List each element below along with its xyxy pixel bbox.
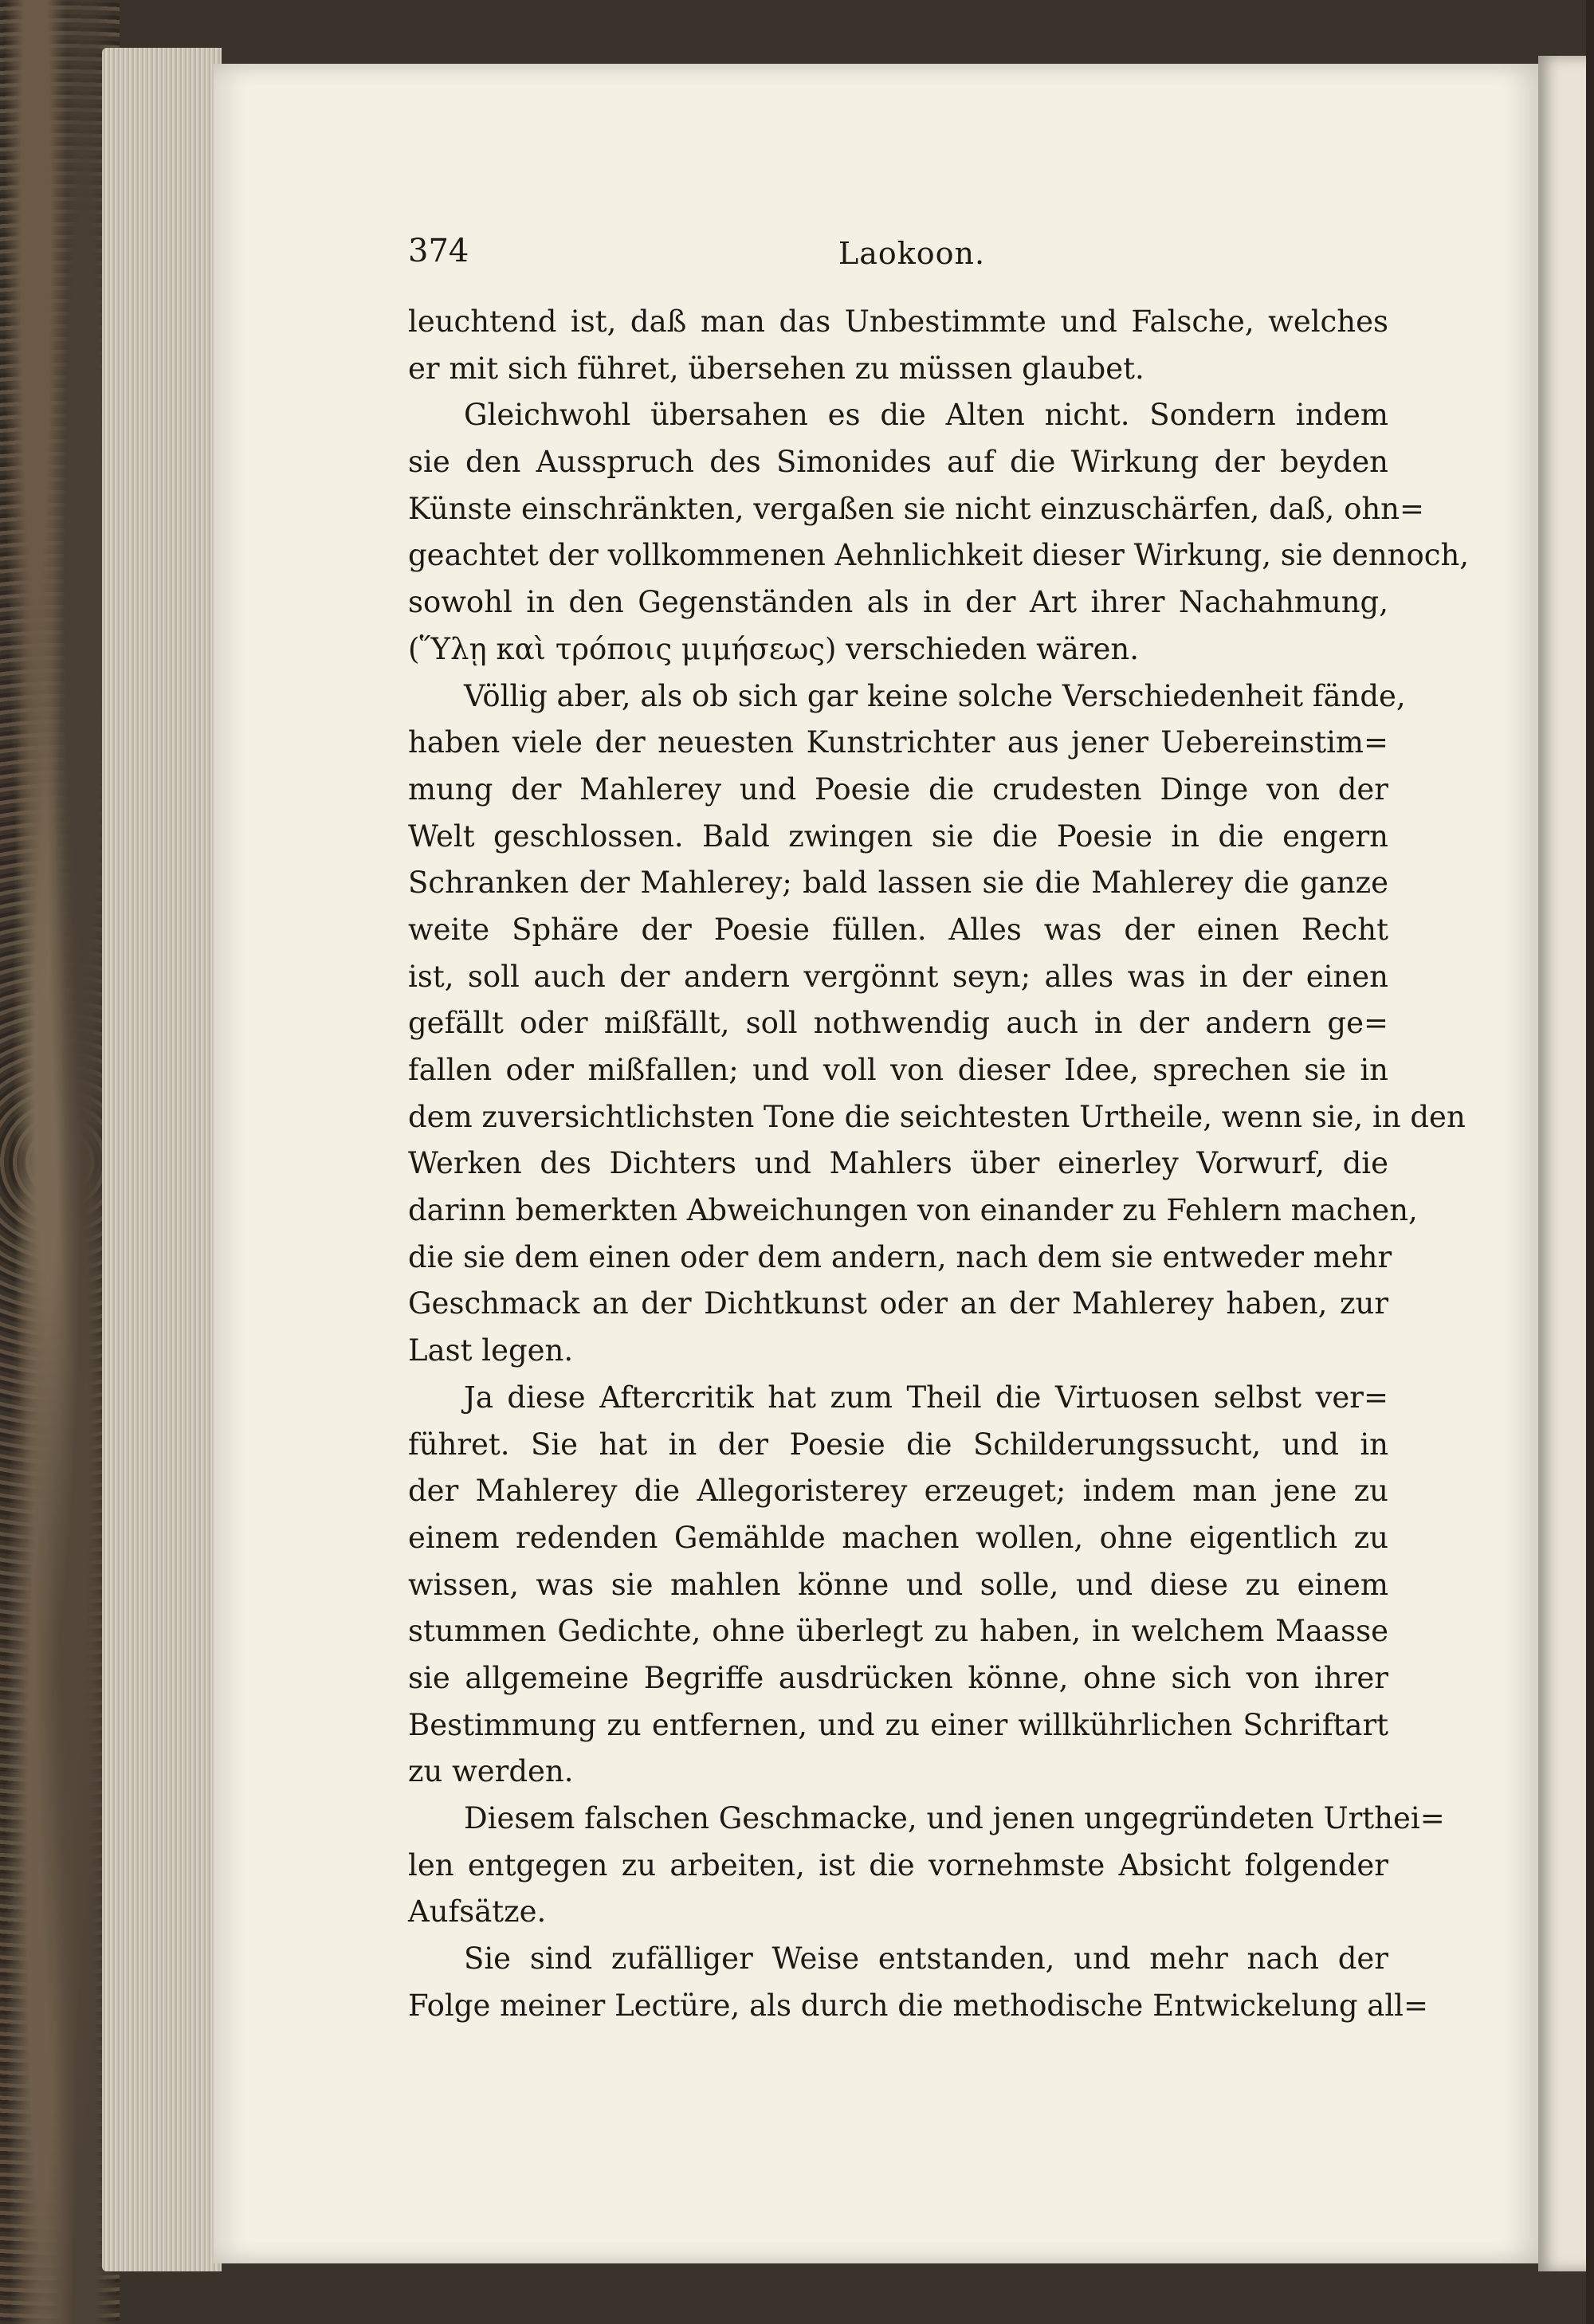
- page-number: 374: [408, 233, 469, 269]
- text-line: Gleichwohl übersahen es die Alten nicht. Sondern indem: [464, 398, 1388, 433]
- text-line: Völlig aber, als ob sich gar keine solche Verschiedenheit fände,: [464, 678, 1406, 713]
- body-text: [408, 299, 1470, 2029]
- text-line: sowohl in den Gegenständen als in der Art ihrer Nachahmung,: [408, 585, 1388, 620]
- text-line: einem redenden Gemählde machen wollen, ohne eigentlich zu: [408, 1520, 1388, 1555]
- text-line: zu werden.: [408, 1754, 574, 1789]
- text-line: Folge meiner Lectüre, als durch die methodische Entwickelung all=: [408, 1988, 1429, 2023]
- text-line: Geschmack an der Dichtkunst oder an der Mahlerey haben, zur: [408, 1286, 1388, 1321]
- text-line: wissen, was sie mahlen könne und solle, und diese zu einem: [408, 1567, 1388, 1602]
- text-line: geachtet der vollkommenen Aehnlichkeit dieser Wirkung, sie dennoch,: [408, 538, 1470, 573]
- text-line: (Ὕλῃ καὶ τρόποις μιμήσεως) verschieden wären.: [408, 631, 1140, 666]
- text-line: darinn bemerkten Abweichungen von einander zu Fehlern machen,: [408, 1193, 1418, 1228]
- page-header: [408, 233, 1388, 281]
- text-line: dem zuversichtlichsten Tone die seichtesten Urtheile, wenn sie, in den: [408, 1099, 1466, 1134]
- text-line: fallen oder mißfallen; und voll von dieser Idee, sprechen sie in: [408, 1053, 1388, 1087]
- text-line: führet. Sie hat in der Poesie die Schilderungssucht, und in: [408, 1427, 1388, 1462]
- text-line: weite Sphäre der Poesie füllen. Alles was der einen Recht: [408, 912, 1388, 947]
- text-line: len entgegen zu arbeiten, ist die vornehmste Absicht folgender: [408, 1847, 1388, 1882]
- text-line: ist, soll auch der andern vergönnt seyn; alles was in der einen: [408, 959, 1388, 994]
- text-line: Schranken der Mahlerey; bald lassen sie die Mahlerey die ganze: [408, 866, 1388, 901]
- text-line: sie den Ausspruch des Simonides auf die Wirkung der beyden: [408, 445, 1388, 480]
- text-line: der Mahlerey die Allegoristerey erzeuget; indem man jene zu: [408, 1474, 1388, 1509]
- text-line: Bestimmung zu entfernen, und zu einer willkührlichen Schriftart: [408, 1707, 1388, 1742]
- text-line: haben viele der neuesten Kunstrichter aus jener Uebereinstim=: [408, 725, 1388, 760]
- book-page-edges: [102, 48, 222, 2271]
- text-line: Last legen.: [408, 1333, 574, 1368]
- text-line: er mit sich führet, übersehen zu müssen glaubet.: [408, 351, 1144, 386]
- text-line: Aufsätze.: [408, 1894, 547, 1929]
- text-line: Welt geschlossen. Bald zwingen sie die Poesie in die engern: [408, 819, 1388, 854]
- text-line: Ja diese Aftercritik hat zum Theil die Virtuosen selbst ver=: [464, 1380, 1388, 1415]
- text-line: Sie sind zufälliger Weise entstanden, und mehr nach der: [464, 1941, 1388, 1977]
- text-line: Künste einschränkten, vergaßen sie nicht einzuschärfen, daß, ohn=: [408, 491, 1425, 526]
- text-line: die sie dem einen oder dem andern, nach dem sie entweder mehr: [408, 1239, 1392, 1274]
- running-head: Laokoon.: [838, 236, 986, 271]
- text-line: leuchtend ist, daß man das Unbestimmte und Falsche, welches: [408, 304, 1388, 339]
- text-line: stummen Gedichte, ohne überlegt zu haben, in welchem Maasse: [408, 1614, 1388, 1649]
- text-line: Werken des Dichters und Mahlers über einerley Vorwurf, die: [408, 1146, 1388, 1181]
- text-line: sie allgemeine Begriffe ausdrücken könne, ohne sich von ihrer: [408, 1660, 1388, 1695]
- text-line: Diesem falschen Geschmacke, und jenen ungegründeten Urthei=: [464, 1801, 1445, 1835]
- cover-right: [1586, 0, 1594, 2324]
- text-line: gefällt oder mißfällt, soll nothwendig auch in der andern ge=: [408, 1006, 1388, 1041]
- text-line: mung der Mahlerey und Poesie die crudesten Dinge von der: [408, 771, 1388, 807]
